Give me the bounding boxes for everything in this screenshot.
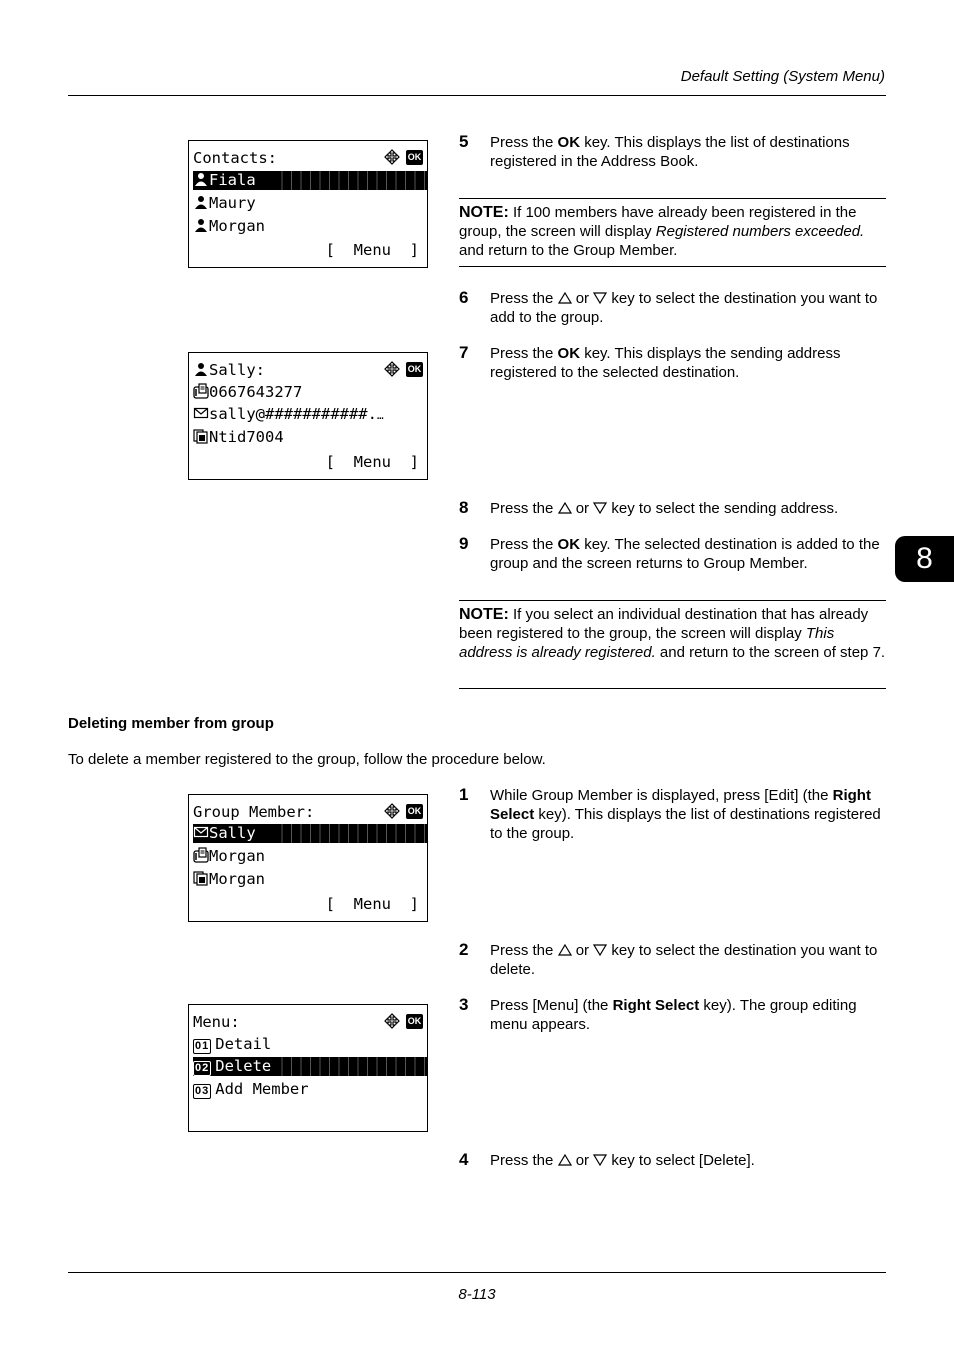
step-number: 6 [459, 288, 469, 307]
person-icon [193, 361, 209, 377]
step-text: Press the OK key. This displays the sending address registered to the selected destination. [490, 345, 841, 381]
step-text: Press the OK key. This displays the list of destinations registered in the Address Book. [490, 134, 850, 170]
lcd-menu-screen [188, 1004, 428, 1132]
email-icon [193, 405, 209, 421]
step-number: 5 [459, 132, 469, 151]
footer-rule [68, 1272, 886, 1273]
lcd-status-icons [384, 1013, 423, 1029]
lcd-contacts-screen [188, 140, 428, 268]
step-text: While Group Member is displayed, press [Edit] (the Right Select key). This displays the list of destinations registered to the group. [490, 787, 881, 842]
menu-item-label: Add Member [215, 1080, 309, 1098]
email-address: sally@###########. [209, 405, 377, 423]
arrow-cross-icon [384, 149, 400, 165]
step-number: 9 [459, 534, 469, 553]
arrow-cross-icon [384, 803, 400, 819]
contact-name: Maury [209, 194, 256, 212]
lcd-group-member-screen [188, 794, 428, 922]
step-number: 3 [459, 995, 469, 1014]
menu-number-badge: 02 [195, 1062, 210, 1074]
menu-softkey: [ Menu ] [325, 453, 419, 471]
lcd-title: Contacts: [193, 149, 277, 167]
folder-name: Ntid7004 [209, 428, 284, 446]
lcd-row-selected [193, 171, 427, 190]
header-title: Default Setting (System Menu) [680, 68, 885, 85]
section-heading: Deleting member from group [68, 715, 274, 732]
lcd-title: Group Member: [193, 803, 315, 821]
step-number: 8 [459, 498, 469, 517]
fax-number: 0667643277 [209, 383, 303, 401]
ok-badge-icon: OK [406, 362, 423, 377]
lcd-title-row [193, 361, 265, 380]
up-triangle-icon [558, 944, 572, 956]
step-text: Press the or key to select the sending address. [490, 500, 839, 517]
note-box: NOTE: If 100 members have already been registered in the group, the screen will display Registered numbers exceeded. and return to the Group Member. [459, 204, 865, 259]
menu-softkey: [ Menu ] [325, 241, 419, 259]
up-triangle-icon [558, 502, 572, 514]
lcd-row: sally@###########.… [193, 405, 384, 424]
up-triangle-icon [558, 1154, 572, 1166]
contact-name: Fiala [209, 171, 256, 189]
section-intro: To delete a member registered to the group, follow the procedure below. [68, 751, 546, 768]
arrow-cross-icon [384, 361, 400, 377]
down-triangle-icon [593, 502, 607, 514]
lcd-row [193, 383, 302, 402]
person-icon [193, 171, 209, 187]
note-rule [459, 266, 886, 267]
member-name: Sally [209, 824, 256, 842]
lcd-sally-screen [188, 352, 428, 480]
lcd-status-icons [384, 361, 423, 377]
menu-item-selected [193, 1057, 427, 1076]
lcd-status-icons [384, 149, 423, 165]
menu-softkey: [ Menu ] [325, 895, 419, 913]
fax-icon [193, 847, 209, 863]
menu-number-badge: 01 [195, 1040, 210, 1052]
member-name: Morgan [209, 870, 265, 888]
step-text: Press [Menu] (the Right Select key). The group editing menu appears. [490, 997, 857, 1033]
menu-number-badge: 03 [195, 1085, 210, 1097]
lcd-row-selected [193, 824, 427, 843]
header-rule [68, 95, 886, 96]
folder-icon [193, 870, 209, 886]
chapter-tab: 8 [895, 536, 954, 582]
menu-item-label: Delete [215, 1057, 272, 1075]
step-text: Press the OK key. The selected destination is added to the group and the screen returns to Group Member. [490, 536, 880, 572]
lcd-row [193, 217, 265, 236]
menu-item-label: Detail [215, 1035, 272, 1053]
lcd-title: Menu: [193, 1013, 240, 1031]
step-number: 1 [459, 785, 469, 804]
step-text: Press the or key to select the destination you want to delete. [490, 942, 878, 978]
menu-item [193, 1080, 309, 1099]
note-rule [459, 600, 886, 601]
lcd-status-icons [384, 803, 423, 819]
folder-icon [193, 428, 209, 444]
note-box: NOTE: If you select an individual destination that has already been registered to the group, the screen will display This address is already registered. and return to the screen of step 7. [459, 606, 886, 661]
down-triangle-icon [593, 1154, 607, 1166]
step-text: Press the or key to select [Delete]. [490, 1152, 755, 1169]
menu-item [193, 1035, 271, 1054]
ok-badge-icon: OK [406, 150, 423, 165]
ok-badge-icon: OK [406, 1014, 423, 1029]
down-triangle-icon [593, 944, 607, 956]
up-triangle-icon [558, 292, 572, 304]
email-icon [193, 824, 209, 840]
step-number: 2 [459, 940, 469, 959]
member-name: Morgan [209, 847, 265, 865]
note-rule [459, 688, 886, 689]
lcd-row [193, 428, 284, 447]
person-icon [193, 194, 209, 210]
step-text: Press the or key to select the destination you want to add to the group. [490, 290, 878, 326]
page-number: 8-113 [458, 1286, 496, 1303]
contact-name: Morgan [209, 217, 265, 235]
down-triangle-icon [593, 292, 607, 304]
lcd-row [193, 194, 256, 213]
ok-badge-icon: OK [406, 804, 423, 819]
fax-icon [193, 383, 209, 399]
arrow-cross-icon [384, 1013, 400, 1029]
person-icon [193, 217, 209, 233]
note-rule [459, 198, 886, 199]
lcd-row [193, 870, 265, 889]
lcd-row [193, 847, 265, 866]
step-number: 4 [459, 1150, 469, 1169]
lcd-title: Sally: [209, 361, 265, 379]
step-number: 7 [459, 343, 469, 362]
